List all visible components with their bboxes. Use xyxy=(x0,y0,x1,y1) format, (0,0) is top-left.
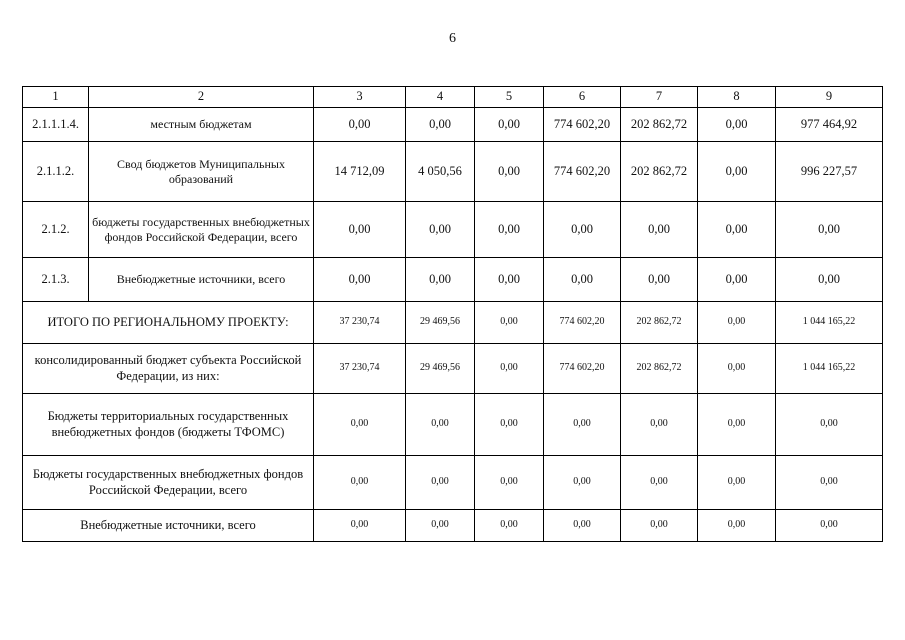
value-cell: 0,00 xyxy=(544,202,621,258)
page-number: 6 xyxy=(449,31,456,46)
value-cell: 0,00 xyxy=(406,510,475,542)
column-header: 2 xyxy=(89,87,314,108)
value-cell: 774 602,20 xyxy=(544,302,621,344)
value-cell: 0,00 xyxy=(776,510,883,542)
summary-label: консолидированный бюджет субъекта Российской Федерации, из них: xyxy=(23,344,314,394)
value-cell: 0,00 xyxy=(698,510,776,542)
budget-table xyxy=(22,86,883,542)
value-cell: 0,00 xyxy=(776,258,883,302)
value-cell: 0,00 xyxy=(544,394,621,456)
value-cell: 0,00 xyxy=(621,510,698,542)
value-cell: 37 230,74 xyxy=(314,302,406,344)
value-cell: 0,00 xyxy=(698,456,776,510)
value-cell: 0,00 xyxy=(475,142,544,202)
table-row xyxy=(23,142,883,202)
table-row xyxy=(23,258,883,302)
value-cell: 0,00 xyxy=(698,344,776,394)
row-code: 2.1.2. xyxy=(23,202,89,258)
value-cell: 0,00 xyxy=(776,394,883,456)
value-cell: 774 602,20 xyxy=(544,344,621,394)
row-code: 2.1.1.1.4. xyxy=(23,108,89,142)
value-cell: 774 602,20 xyxy=(544,108,621,142)
column-header: 3 xyxy=(314,87,406,108)
table-row xyxy=(23,108,883,142)
value-cell: 0,00 xyxy=(776,202,883,258)
row-name: Внебюджетные источники, всего xyxy=(89,258,314,302)
value-cell: 0,00 xyxy=(314,394,406,456)
value-cell: 0,00 xyxy=(544,510,621,542)
value-cell: 0,00 xyxy=(776,456,883,510)
column-header: 1 xyxy=(23,87,89,108)
value-cell: 1 044 165,22 xyxy=(776,302,883,344)
column-header: 6 xyxy=(544,87,621,108)
column-header: 5 xyxy=(475,87,544,108)
value-cell: 202 862,72 xyxy=(621,108,698,142)
value-cell: 0,00 xyxy=(698,142,776,202)
value-cell: 977 464,92 xyxy=(776,108,883,142)
value-cell: 1 044 165,22 xyxy=(776,344,883,394)
summary-row xyxy=(23,344,883,394)
value-cell: 29 469,56 xyxy=(406,302,475,344)
value-cell: 0,00 xyxy=(621,202,698,258)
value-cell: 202 862,72 xyxy=(621,142,698,202)
summary-row xyxy=(23,456,883,510)
value-cell: 0,00 xyxy=(621,394,698,456)
value-cell: 0,00 xyxy=(698,258,776,302)
value-cell: 0,00 xyxy=(621,456,698,510)
column-header: 8 xyxy=(698,87,776,108)
row-name: бюджеты государственных внебюджетных фондов Российской Федерации, всего xyxy=(89,202,314,258)
value-cell: 0,00 xyxy=(475,510,544,542)
column-header: 9 xyxy=(776,87,883,108)
summary-label: Внебюджетные источники, всего xyxy=(23,510,314,542)
value-cell: 0,00 xyxy=(698,202,776,258)
summary-label: Бюджеты государственных внебюджетных фондов Российской Федерации, всего xyxy=(23,456,314,510)
value-cell: 996 227,57 xyxy=(776,142,883,202)
summary-row xyxy=(23,394,883,456)
summary-row xyxy=(23,302,883,344)
row-code: 2.1.3. xyxy=(23,258,89,302)
value-cell: 37 230,74 xyxy=(314,344,406,394)
value-cell: 0,00 xyxy=(314,510,406,542)
value-cell: 0,00 xyxy=(698,108,776,142)
value-cell: 202 862,72 xyxy=(621,302,698,344)
value-cell: 0,00 xyxy=(544,258,621,302)
value-cell: 0,00 xyxy=(475,108,544,142)
value-cell: 0,00 xyxy=(314,108,406,142)
row-name: местным бюджетам xyxy=(89,108,314,142)
value-cell: 0,00 xyxy=(314,456,406,510)
value-cell: 0,00 xyxy=(406,394,475,456)
summary-row xyxy=(23,510,883,542)
value-cell: 0,00 xyxy=(314,202,406,258)
value-cell: 0,00 xyxy=(544,456,621,510)
value-cell: 774 602,20 xyxy=(544,142,621,202)
value-cell: 0,00 xyxy=(406,258,475,302)
value-cell: 0,00 xyxy=(698,302,776,344)
value-cell: 4 050,56 xyxy=(406,142,475,202)
value-cell: 0,00 xyxy=(475,344,544,394)
summary-label: ИТОГО ПО РЕГИОНАЛЬНОМУ ПРОЕКТУ: xyxy=(23,302,314,344)
row-name: Свод бюджетов Муниципальных образований xyxy=(89,142,314,202)
value-cell: 14 712,09 xyxy=(314,142,406,202)
row-code: 2.1.1.2. xyxy=(23,142,89,202)
value-cell: 202 862,72 xyxy=(621,344,698,394)
column-header: 4 xyxy=(406,87,475,108)
value-cell: 29 469,56 xyxy=(406,344,475,394)
value-cell: 0,00 xyxy=(475,202,544,258)
value-cell: 0,00 xyxy=(475,258,544,302)
value-cell: 0,00 xyxy=(475,456,544,510)
table-row xyxy=(23,202,883,258)
value-cell: 0,00 xyxy=(406,108,475,142)
value-cell: 0,00 xyxy=(698,394,776,456)
value-cell: 0,00 xyxy=(475,302,544,344)
value-cell: 0,00 xyxy=(406,456,475,510)
column-header: 7 xyxy=(621,87,698,108)
header-row xyxy=(23,87,883,108)
summary-label: Бюджеты территориальных государственных внебюджетных фондов (бюджеты ТФОМС) xyxy=(23,394,314,456)
value-cell: 0,00 xyxy=(621,258,698,302)
value-cell: 0,00 xyxy=(475,394,544,456)
value-cell: 0,00 xyxy=(406,202,475,258)
value-cell: 0,00 xyxy=(314,258,406,302)
